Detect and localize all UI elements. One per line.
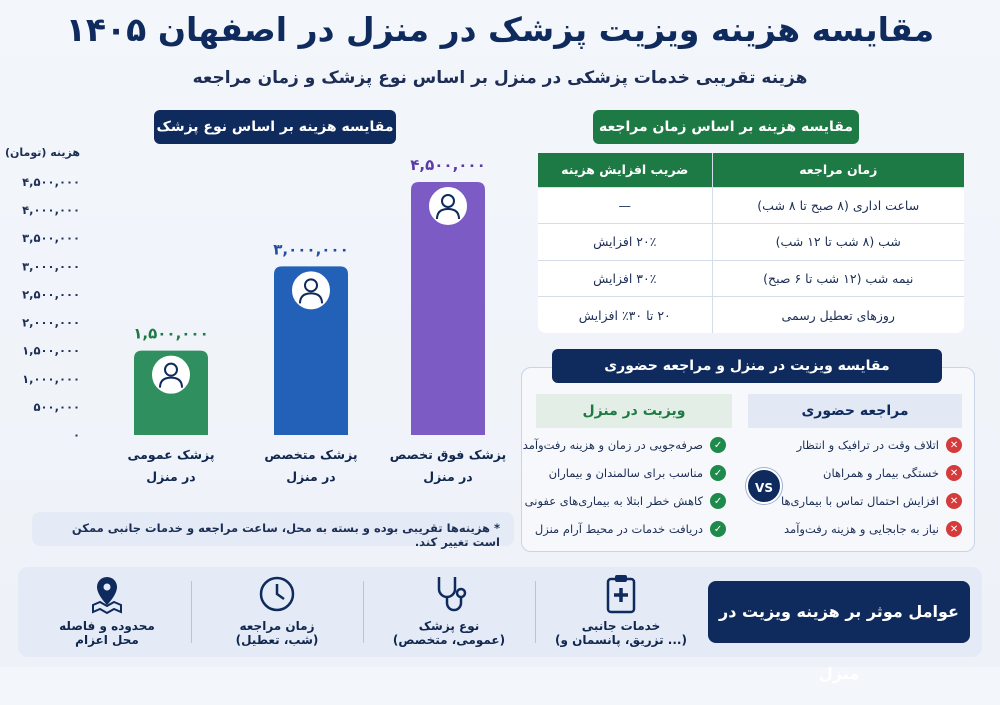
table-row <box>538 297 964 334</box>
list-item-label: دریافت خدمات در محیط آرام منزل <box>534 522 703 536</box>
factor-label: خدمات جانبی <box>581 619 661 633</box>
list-item-label: افزایش احتمال تماس با بیماری‌ها <box>780 494 939 508</box>
check-icon: ✓ <box>710 493 726 509</box>
factor-sublabel: محل اعزام <box>75 633 139 647</box>
page-title: مقایسه هزینه ویزیت پزشک در منزل در اصفهان ۱۴۰۵ <box>65 10 935 49</box>
value-label: ۴,۵۰۰,۰۰۰ <box>410 156 486 174</box>
x-icon: ✕ <box>946 465 962 481</box>
y-tick-label: ۵۰۰,۰۰۰ <box>33 399 80 414</box>
factor-label: نوع پزشک <box>418 619 480 633</box>
factors-bar <box>18 567 982 683</box>
list-item-label: نیاز به جابجایی و هزینه رفت‌وآمد <box>784 522 939 536</box>
x-icon: ✕ <box>946 493 962 509</box>
table-row <box>538 260 964 297</box>
factor-item <box>192 573 362 651</box>
factor-item <box>22 573 192 651</box>
factor-item <box>536 573 706 651</box>
value-label: ۱,۵۰۰,۰۰۰ <box>133 324 209 343</box>
list-item <box>525 491 726 511</box>
table-header-time: زمان مراجعه <box>712 153 964 187</box>
x-icon: ✕ <box>946 521 962 537</box>
factor-sublabel: (تزریق، پانسمان و ...) <box>555 633 687 647</box>
time-table <box>538 153 964 333</box>
list-item <box>784 519 962 539</box>
table-cell-time: ساعت اداری (۸ صبح تا ۸ شب) <box>712 187 964 224</box>
list-item <box>797 435 962 455</box>
y-tick-label: ۳,۵۰۰,۰۰۰ <box>22 231 80 246</box>
clock-icon <box>257 573 297 615</box>
category-label: پزشک فوق تخصص <box>389 447 507 462</box>
list-item <box>823 463 962 483</box>
page-subtitle: هزینه تقریبی خدمات پزشکی در منزل بر اساس نوع پزشک و زمان مراجعه <box>192 68 808 88</box>
factor-label: محدوده و فاصله <box>59 619 155 633</box>
list-item-label: صرفه‌جویی در زمان و هزینه رفت‌وآمد <box>522 438 703 452</box>
divider <box>363 581 364 643</box>
list-item <box>523 435 726 455</box>
factor-sublabel: (شب، تعطیل) <box>235 633 319 647</box>
check-icon: ✓ <box>710 437 726 453</box>
y-axis-label: هزینه (تومان) <box>4 146 80 159</box>
home-visit-header: ویزیت در منزل <box>536 394 732 428</box>
comparison-panel <box>521 367 975 552</box>
list-item-label: کاهش خطر ابتلا به بیماری‌های عفونی <box>524 494 703 508</box>
factor-label: زمان مراجعه <box>239 619 315 633</box>
table-cell-increase: — <box>538 187 712 224</box>
list-item-label: اتلاف وقت در ترافیک و انتظار <box>796 438 939 452</box>
category-label: پزشک عمومی <box>127 447 215 462</box>
y-tick-label: ۰ <box>72 428 80 442</box>
list-item-label: خستگی بیمار و همراهان <box>823 466 939 480</box>
table-cell-time: روزهای تعطیل رسمی <box>712 297 964 334</box>
stethoscope-icon <box>429 573 469 615</box>
y-tick-label: ۴,۵۰۰,۰۰۰ <box>22 175 80 189</box>
check-icon: ✓ <box>710 465 726 481</box>
table-cell-increase: ۲۰ تا ۳۰٪ افزایش <box>538 297 712 334</box>
list-item <box>535 519 726 539</box>
vs-badge: VS <box>746 468 782 504</box>
footnote: * هزینه‌ها تقریبی بوده و بسته به محل، ساعت مراجعه و خدمات جانبی ممکن است تغییر کند. <box>32 512 514 546</box>
y-tick-label: ۱,۰۰۰,۰۰۰ <box>22 371 80 386</box>
table-cell-time: نیمه شب (۱۲ شب تا ۶ صبح) <box>712 260 964 297</box>
factors-title: عوامل موثر بر هزینه ویزیت در منزل <box>708 581 970 643</box>
check-icon: ✓ <box>710 521 726 537</box>
map-pin-icon <box>87 573 127 615</box>
divider <box>535 581 536 643</box>
doctor-icon <box>291 270 331 310</box>
category-label: در منزل <box>286 469 336 484</box>
time-section-title: مقایسه هزینه بر اساس زمان مراجعه <box>593 110 859 144</box>
in-person-header: مراجعه حضوری <box>748 394 962 428</box>
y-tick-label: ۱,۵۰۰,۰۰۰ <box>22 343 80 358</box>
table-cell-time: شب (۸ شب تا ۱۲ شب) <box>712 224 964 261</box>
y-tick-label: ۲,۵۰۰,۰۰۰ <box>22 287 80 302</box>
table-header-increase: ضریب افزایش هزینه <box>538 153 712 187</box>
y-tick-label: ۳,۰۰۰,۰۰۰ <box>22 259 80 274</box>
category-label: پزشک متخصص <box>264 447 358 462</box>
table-row <box>538 187 964 224</box>
clipboard-medical-icon <box>601 573 641 615</box>
list-item <box>549 463 726 483</box>
table-cell-increase: ۲۰٪ افزایش <box>538 224 712 261</box>
category-label: در منزل <box>146 469 196 484</box>
y-tick-label: ۲,۰۰۰,۰۰۰ <box>22 315 80 330</box>
list-item <box>781 491 962 511</box>
table-row <box>538 224 964 261</box>
factor-item <box>364 573 534 651</box>
comparison-title: مقایسه ویزیت در منزل و مراجعه حضوری <box>552 349 942 383</box>
y-tick-label: ۴,۰۰۰,۰۰۰ <box>22 203 80 218</box>
category-label: در منزل <box>423 469 473 484</box>
table-cell-increase: ۳۰٪ افزایش <box>538 260 712 297</box>
list-item-label: مناسب برای سالمندان و بیماران <box>548 466 703 480</box>
bar-chart <box>0 140 515 500</box>
x-icon: ✕ <box>946 437 962 453</box>
value-label: ۳,۰۰۰,۰۰۰ <box>273 240 349 259</box>
factor-sublabel: (عمومی، متخصص) <box>392 633 506 647</box>
chart-section-title: مقایسه هزینه بر اساس نوع پزشک <box>154 110 396 144</box>
